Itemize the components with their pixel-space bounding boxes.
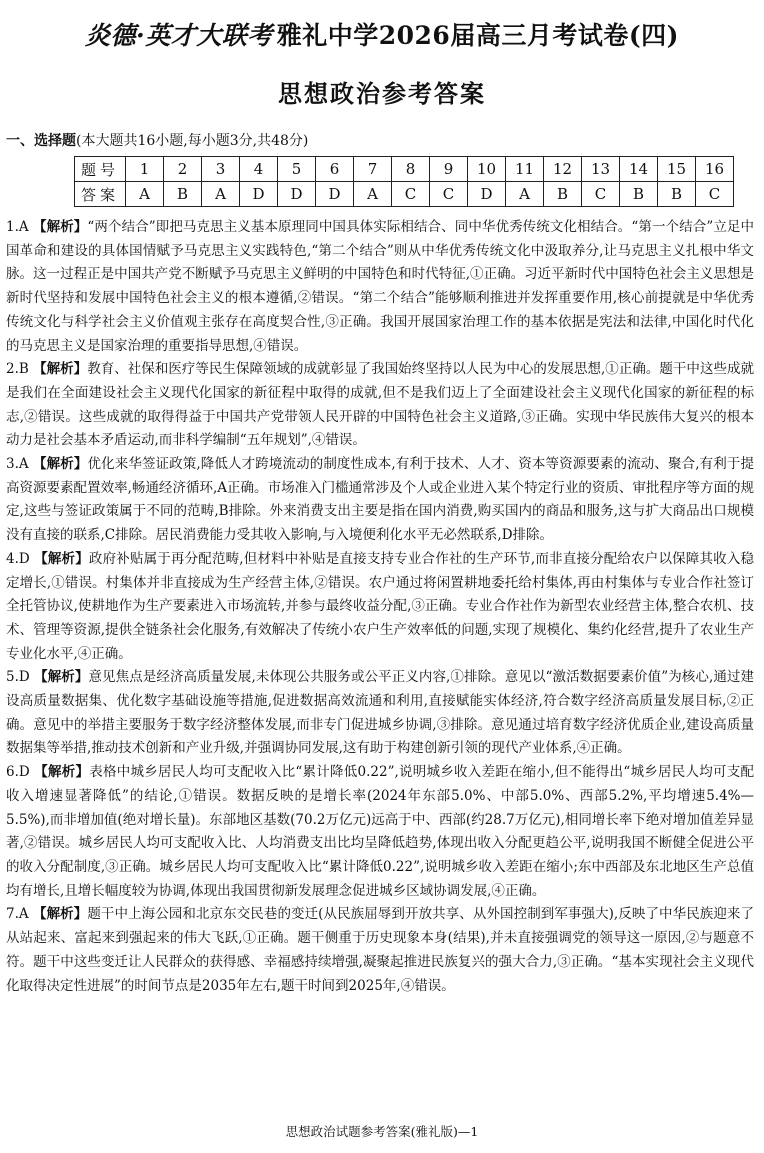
answer-cell: C: [696, 182, 734, 207]
answer-cell: C: [392, 182, 430, 207]
analysis-tag: 【解析】: [34, 550, 89, 567]
row-label-answer: 答案: [75, 182, 126, 207]
item-text: 政府补贴属于再分配范畴,但材料中补贴是直接支持专业合作社的生产环节,而非直接分配给农户以保障其收入稳定增长,①错误。村集体并非直接成为生产经营主体,②错误。农户通过将闲置耕地委托给村集体,再由村集体与专业合作社签订全托管协议,使耕地作为生产要素进入市场流转,并参与最终收益分配,③正确。专业合作社作为新型农业经营主体,整合农机、技术、管理等资源,提供全链条社会化服务,有效解决了传统小农户生产效率低的问题,实现了规模化、集约化经营,提升了农业生产专业化水平,④正确。: [6, 550, 754, 662]
question-number: 8: [392, 157, 430, 182]
header-brand: 炎德·英才大联考: [85, 21, 273, 50]
item-answer: 5.D: [6, 669, 30, 686]
item-answer: 7.A: [6, 906, 29, 923]
item-answer: 4.D: [6, 550, 30, 567]
page-footer: 思想政治试题参考答案(雅礼版)—1: [285, 1124, 479, 1139]
answer-cell: B: [620, 182, 658, 207]
answer-cell: A: [506, 182, 544, 207]
explanation-item: [6, 903, 754, 998]
item-text: “两个结合”即把马克思主义基本原理同中国具体实际相结合、同中华优秀传统文化相结合。“第一个结合”立足中国革命和建设的具体国情赋予马克思主义实践特色,“第二个结合”则从中华优秀传统文化中汲取养分,让马克思主义扎根中华文脉。这一过程正是中国共产党不断赋予马克思主义鲜明的中国特色和时代特征,①正确。习近平新时代中国特色社会主义思想是新时代坚持和发展中国特色社会主义的根本遵循,②错误。“第二个结合”能够顺利推进并发挥重要作用,核心前提就是中华优秀传统文化与科学社会主义价值观主张存在高度契合性,③正确。我国开展国家治理工作的基本依据是宪法和法律,中国化时代化的马克思主义是国家治理的重要指导思想,④错误。: [6, 219, 755, 354]
question-number: 6: [316, 157, 354, 182]
answer-cell: D: [240, 182, 278, 207]
section-note: (本大题共16小题,每小题3分,共48分): [76, 133, 309, 149]
item-answer: 2.B: [6, 361, 29, 378]
analysis-tag: 【解析】: [34, 764, 90, 781]
row-label-number: 题号: [75, 157, 126, 182]
question-number: 14: [620, 157, 658, 182]
section-title: 一、选择题: [6, 133, 76, 149]
item-text: 题干中上海公园和北京东交民巷的变迁(从民族屈辱到开放共享、从外国控制到军事强大),反映了中华民族迎来了从站起来、富起来到强起来的伟大飞跃,①正确。题干侧重于历史现象本身(结果),并未直接强调党的领导这一原因,②与题意不符。题干中这些变迁让人民群众的获得感、幸福感持续增强,凝聚起推进民族复兴的强大合力,③正确。“基本实现社会主义现代化取得决定性进展”的时间节点是2035年左右,题干时间到2025年,④错误。: [6, 906, 755, 994]
answer-cell: B: [544, 182, 582, 207]
answer-cell: C: [430, 182, 468, 207]
explanation-item: [6, 358, 754, 453]
explanation-item: [6, 216, 754, 358]
explanation-item: [6, 666, 754, 761]
page-title: 思想政治参考答案: [278, 79, 486, 108]
item-answer: 3.A: [6, 456, 29, 473]
answer-cell: D: [278, 182, 316, 207]
item-text: 表格中城乡居民人均可支配收入比“累计降低0.22”,说明城乡收入差距在缩小,但不能得出“城乡居民人均可支配收入增速显著降低”的结论,①错误。数据反映的是增长率(2024年东部5.0%、中部5.0%、西部5.2%,平均增速5.4%—5.5%),而非增加值(绝对增长量)。东部地区基数(70.2万亿元)远高于中、西部(约28.7万亿元),相同增长率下绝对增加值差异显著,②错误。城乡居民人均可支配收入比、人均消费支出比均呈降低趋势,体现出收入分配更趋公平,说明我国不断健全促进公平的收入分配制度,③正确。城乡居民人均可支配收入比“累计降低0.22”,说明城乡收入差距在缩小;东中西部及东北地区生产总值均有增长,且增长幅度较为协调,体现出我国贯彻新发展理念促进城乡区域协调发展,④正确。: [6, 764, 755, 899]
question-number: 13: [582, 157, 620, 182]
answer-cell: A: [126, 182, 164, 207]
answer-table: [74, 156, 734, 207]
question-number: 16: [696, 157, 734, 182]
header-title: 雅礼中学2026届高三月考试卷(四): [276, 21, 679, 50]
answer-cell: D: [316, 182, 354, 207]
question-number: 9: [430, 157, 468, 182]
question-number: 3: [202, 157, 240, 182]
question-number: 2: [164, 157, 202, 182]
answer-cell: C: [582, 182, 620, 207]
exam-header: [0, 16, 764, 52]
item-text: 优化来华签证政策,降低人才跨境流动的制度性成本,有利于技术、人才、资本等资源要素的流动、聚合,有利于提高资源要素配置效率,畅通经济循环,A正确。市场准入门槛通常涉及个人或企业进入某个特定行业的资质、审批程序等方面的规定,这些与签证政策属于不同的范畴,B排除。外来消费支出主要是指在国内消费,购买国内的商品和服务,这与扩大商品出口规模没有直接的联系,C排除。居民消费能力受其收入影响,与入境便利化水平无必然联系,D排除。: [6, 456, 754, 544]
question-number: 1: [126, 157, 164, 182]
question-number: 11: [506, 157, 544, 182]
question-number: 15: [658, 157, 696, 182]
analysis-tag: 【解析】: [33, 456, 88, 473]
item-answer: 6.D: [6, 764, 30, 781]
analysis-tag: 【解析】: [33, 361, 88, 378]
answer-table-answer-row: [75, 182, 734, 207]
item-answer: 1.A: [6, 219, 29, 235]
explanation-item: [6, 761, 754, 903]
question-number: 10: [468, 157, 506, 182]
question-number: 5: [278, 157, 316, 182]
answer-cell: D: [468, 182, 506, 207]
analysis-tag: 【解析】: [34, 669, 89, 686]
explanation-item: [6, 453, 754, 548]
answer-table-number-row: [75, 157, 734, 182]
question-number: 7: [354, 157, 392, 182]
answer-cell: A: [354, 182, 392, 207]
item-text: 意见焦点是经济高质量发展,未体现公共服务或公平正义内容,①排除。意见以“激活数据要素价值”为核心,通过建设高质量数据集、优化数字基础设施等措施,促进数据高效流通和利用,直接赋能实体经济,符合数字经济高质量发展目标,②正确。意见中的举措主要服务于数字经济整体发展,而非专门促进城乡协调,③排除。意见通过培育数字经济优质企业,建设高质量数据集等举措,推动技术创新和产业升级,并强调协同发展,这有助于构建创新引领的现代产业体系,④正确。: [6, 669, 754, 757]
explanation-item: [6, 548, 754, 667]
section-heading: [6, 130, 308, 150]
analysis-tag: 【解析】: [33, 219, 88, 235]
question-number: 4: [240, 157, 278, 182]
question-number: 12: [544, 157, 582, 182]
analysis-tag: 【解析】: [33, 906, 88, 923]
answer-cell: A: [202, 182, 240, 207]
answer-cell: B: [658, 182, 696, 207]
answer-cell: B: [164, 182, 202, 207]
item-text: 教育、社保和医疗等民生保障领域的成就彰显了我国始终坚持以人民为中心的发展思想,①正确。题干中这些成就是我们在全面建设社会主义现代化国家的新征程中取得的成就,但不是我们迈上了全面建设社会主义现代化国家的新征程的标志,②错误。这些成就的取得得益于中国共产党带领人民开辟的中国特色社会主义道路,③正确。实现中华民族伟大复兴的根本动力是社会基本矛盾运动,而非科学编制“五年规划”,④错误。: [6, 361, 755, 449]
explanations: [6, 216, 754, 998]
